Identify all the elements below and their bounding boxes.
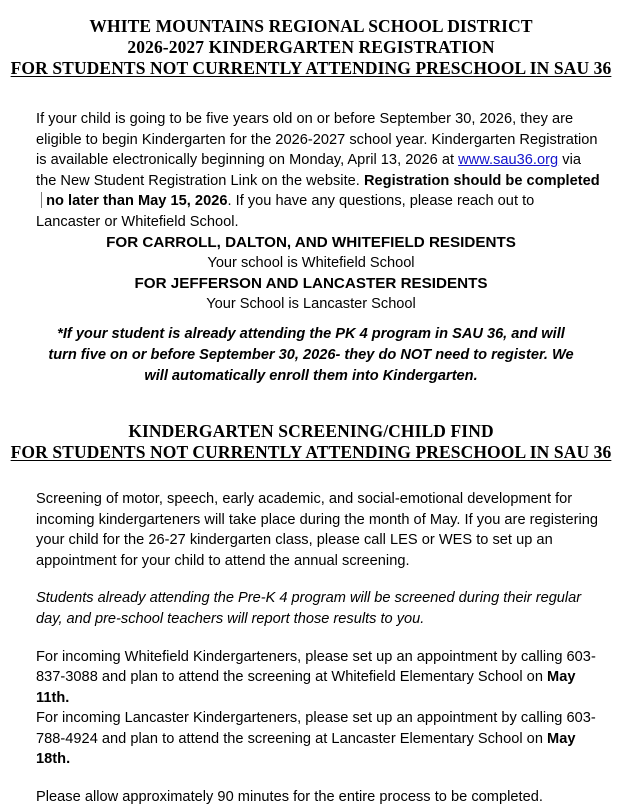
screening-heading-block bbox=[0, 417, 622, 463]
prek-screened-note: Students already attending the Pre-K 4 program will be screened during their regular day, and pre-school teachers will report those results to you. bbox=[36, 590, 582, 627]
intro-text-part-1: If your child is going to be five years old on or before September 30, 2026, they are eligible to begin Kindergarten for the 2026-2027 school year. Kindergarten Registration is available electronically beginning on Monday, April 13, 2026 at bbox=[36, 111, 598, 169]
intro-bold-deadline-2: no later than May 15, 2026 bbox=[46, 193, 228, 210]
spacer bbox=[36, 571, 602, 588]
closing-paragraph: Please allow approximately 90 minutes for the entire process to be completed. bbox=[36, 789, 543, 806]
title-line-2: 2026-2027 KINDERGARTEN REGISTRATION bbox=[127, 37, 495, 57]
lancaster-screening-date: May 18th. bbox=[36, 730, 576, 768]
residency-heading-whitefield: FOR CARROLL, DALTON, AND WHITEFIELD RESIDENTS bbox=[106, 233, 516, 251]
pk4-enrollment-note: *If your student is already attending the PK 4 program in SAU 36, and will turn five on or before September 30, 2026- they do NOT need to register. We will automatically enroll them into Kindergarten. bbox=[48, 325, 574, 384]
intro-text-part-3: . If you have any questions, please reach out to Lancaster or Whitefield School. bbox=[36, 193, 535, 230]
screening-heading-line-1: KINDERGARTEN SCREENING/CHILD FIND bbox=[128, 420, 494, 441]
intro-paragraph bbox=[36, 109, 602, 233]
whitefield-appointment-text: For incoming Whitefield Kindergarteners, please set up an appointment by calling 603-837-3088 and plan to attend the screening at Whitefield Elementary School on bbox=[36, 648, 596, 686]
title-line-1: WHITE MOUNTAINS REGIONAL SCHOOL DISTRICT bbox=[89, 16, 533, 36]
document-title-block bbox=[0, 0, 622, 79]
residency-heading-lancaster: FOR JEFFERSON AND LANCASTER RESIDENTS bbox=[134, 274, 488, 292]
residency-school-lancaster: Your School is Lancaster School bbox=[206, 296, 416, 313]
spacer bbox=[0, 387, 622, 417]
spacer bbox=[0, 463, 622, 489]
intro-bold-deadline-1: Registration should be completed bbox=[363, 172, 600, 189]
whitefield-appointment-paragraph bbox=[36, 647, 602, 709]
whitefield-screening-date: May 11th. bbox=[36, 669, 576, 706]
spacer bbox=[0, 315, 622, 324]
sau36-website-link[interactable]: www.sau36.org bbox=[458, 152, 559, 169]
title-line-3: FOR STUDENTS NOT CURRENTLY ATTENDING PRESCHOOL IN SAU 36 bbox=[10, 58, 612, 78]
intro-text-part-2: via the New Student Registration Link on the website. bbox=[36, 152, 581, 189]
residency-school-whitefield: Your school is Whitefield School bbox=[207, 255, 415, 272]
lancaster-appointment-text: For incoming Lancaster Kindergarteners, please set up an appointment by calling 603-788-4924 and plan to attend the screening at Lancaster Elementary School on bbox=[36, 710, 596, 747]
lancaster-appointment-paragraph bbox=[36, 708, 602, 770]
spacer bbox=[36, 770, 602, 787]
residency-section bbox=[0, 233, 622, 315]
screening-heading-line-2: FOR STUDENTS NOT CURRENTLY ATTENDING PRESCHOOL IN SAU 36 bbox=[10, 441, 612, 462]
text-cursor-caret bbox=[41, 192, 42, 208]
spacer bbox=[0, 79, 622, 109]
spacer bbox=[36, 630, 602, 647]
screening-body-section bbox=[0, 489, 622, 808]
intro-section bbox=[0, 109, 622, 233]
screening-paragraph: Screening of motor, speech, early academic, and social-emotional development for incoming kindergarteners will take place during the month of May. If you are registering your child for the 26-27 kindergarten class, please call LES or WES to set up an appointment for your child to attend the annual screening. bbox=[36, 490, 599, 569]
